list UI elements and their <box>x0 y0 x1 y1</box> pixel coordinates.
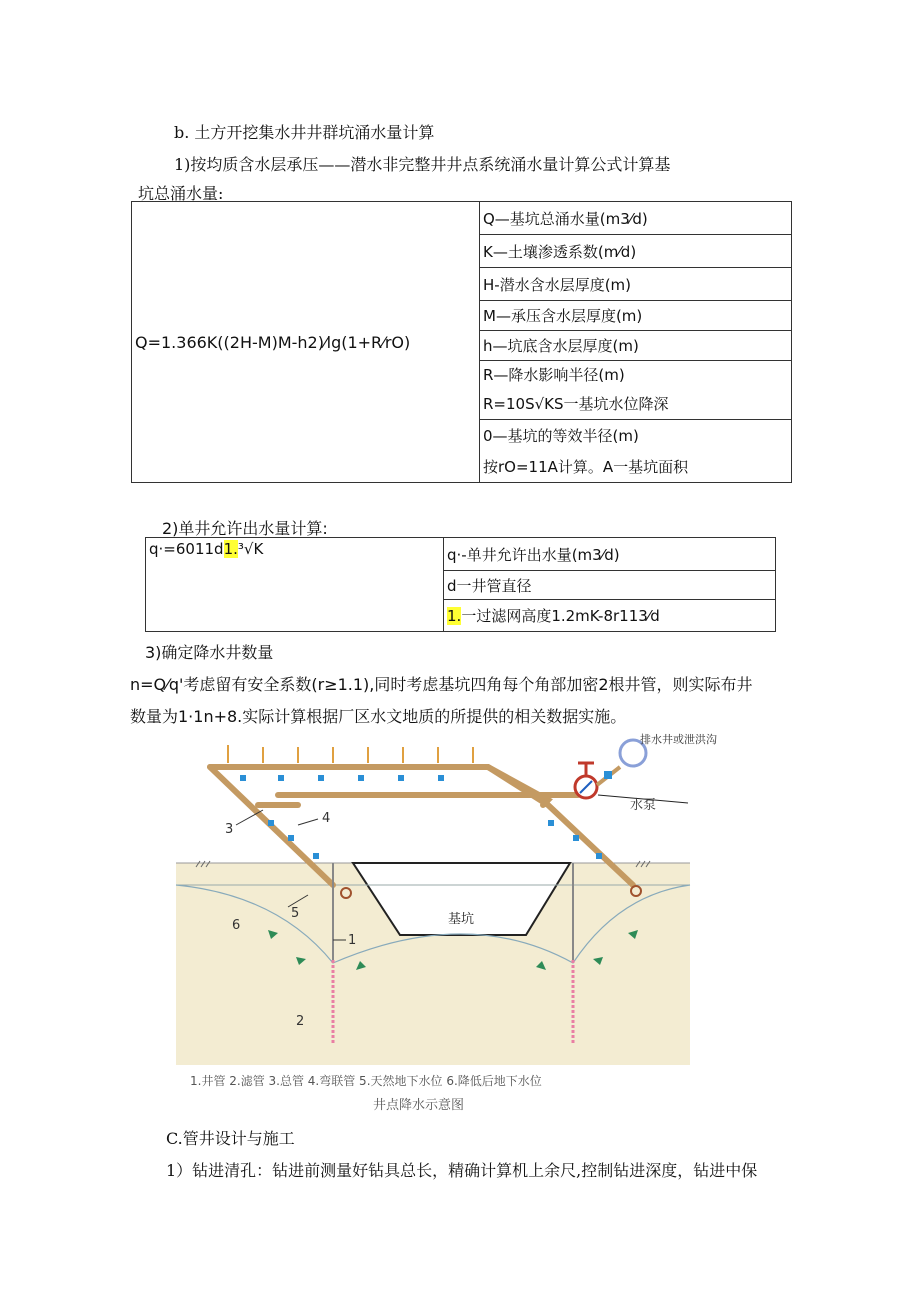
table2-def3-highlight: 1. <box>447 607 462 625</box>
table2-def: q·-单井允许出水量(m3⁄d) <box>444 538 776 571</box>
table2-def: d一井管直径 <box>444 571 776 600</box>
table2-def-filter <box>444 600 776 632</box>
section3-title: 3)确定降水井数量 <box>145 643 274 662</box>
drain-label: 排水井或泄洪沟 <box>640 733 717 746</box>
section-b-heading: b. 土方开挖集水井井群坑涌水量计算 <box>174 123 435 142</box>
table1-def: 按rO=11A计算。A一基坑面积 <box>480 452 792 483</box>
section3-line1: n=Q⁄q'考虑留有安全系数(r≥1.1),同时考虑基坑四角每个角部加密2根井管，则实际布井 <box>130 675 753 694</box>
discharge-valve <box>604 771 612 779</box>
table1-def: K—土壤渗透系数(m⁄d) <box>480 235 792 268</box>
riser-pipes <box>228 745 473 763</box>
table1-def: h—坑底含水层厚度(m) <box>480 331 792 361</box>
section-b-item1-line2: 坑总涌水量: <box>138 184 224 203</box>
table1-def: R—降水影响半径(m) <box>483 366 625 384</box>
wellpoint-diagram-svg <box>168 733 717 1115</box>
table2-formula-suffix: ³√K <box>237 540 264 558</box>
num-label-3: 3 <box>225 822 234 837</box>
diagram-caption: 井点降水示意图 <box>373 1098 465 1113</box>
formula-table-2 <box>145 537 776 632</box>
num-label-4: 4 <box>322 811 331 826</box>
table2-formula-highlight: 1. <box>223 540 238 558</box>
section3-line2: 数量为1·1n+8.实际计算根据厂区水文地质的所提供的相关数据实施。 <box>130 707 627 726</box>
table1-formula: Q=1.366K((2H-M)M-h2)⁄lg(1+R⁄rO) <box>132 202 480 483</box>
num-label-5: 5 <box>291 906 300 921</box>
table1-def: M—承压含水层厚度(m) <box>480 301 792 331</box>
diagram-legend: 1.井管 2.滤管 3.总管 4.弯联管 5.天然地下水位 6.降低后地下水位 <box>190 1074 542 1088</box>
table1-def: H-潜水含水层厚度(m) <box>480 268 792 301</box>
table2-formula <box>146 538 444 632</box>
num-label-6: 6 <box>232 918 241 933</box>
section-c-heading: C.管井设计与施工 <box>166 1129 295 1148</box>
leader-4 <box>298 819 318 825</box>
pump-label: 水泵 <box>630 798 657 813</box>
wellpoint-diagram <box>168 733 717 1115</box>
table2-formula-prefix: q·=6011d <box>149 540 224 558</box>
table2-def3-rest: 一过滤网高度1.2mK-8r113⁄d <box>461 607 660 625</box>
table1-def-radius <box>480 361 792 420</box>
table1-def: R=10S√KS一基坑水位降深 <box>483 395 669 413</box>
section2-title: 2)单井允许出水量计算: <box>162 519 328 538</box>
section-b-item1-line1: 1)按均质含水层承压——潜水非完整井井点系统涌水量计算公式计算基 <box>174 155 671 174</box>
table1-def: 0—基坑的等效半径(m) <box>480 420 792 452</box>
num-label-1: 1 <box>348 933 357 948</box>
formula-table-1 <box>131 201 792 483</box>
table1-def: Q—基坑总涌水量(m3⁄d) <box>480 202 792 235</box>
section-c-line1: 1）钻进清孔：钻进前测量好钻具总长，精确计算机上余尺,控制钻进深度，钻进中保 <box>166 1161 758 1180</box>
pit-label: 基坑 <box>448 912 475 927</box>
num-label-2: 2 <box>296 1014 305 1029</box>
